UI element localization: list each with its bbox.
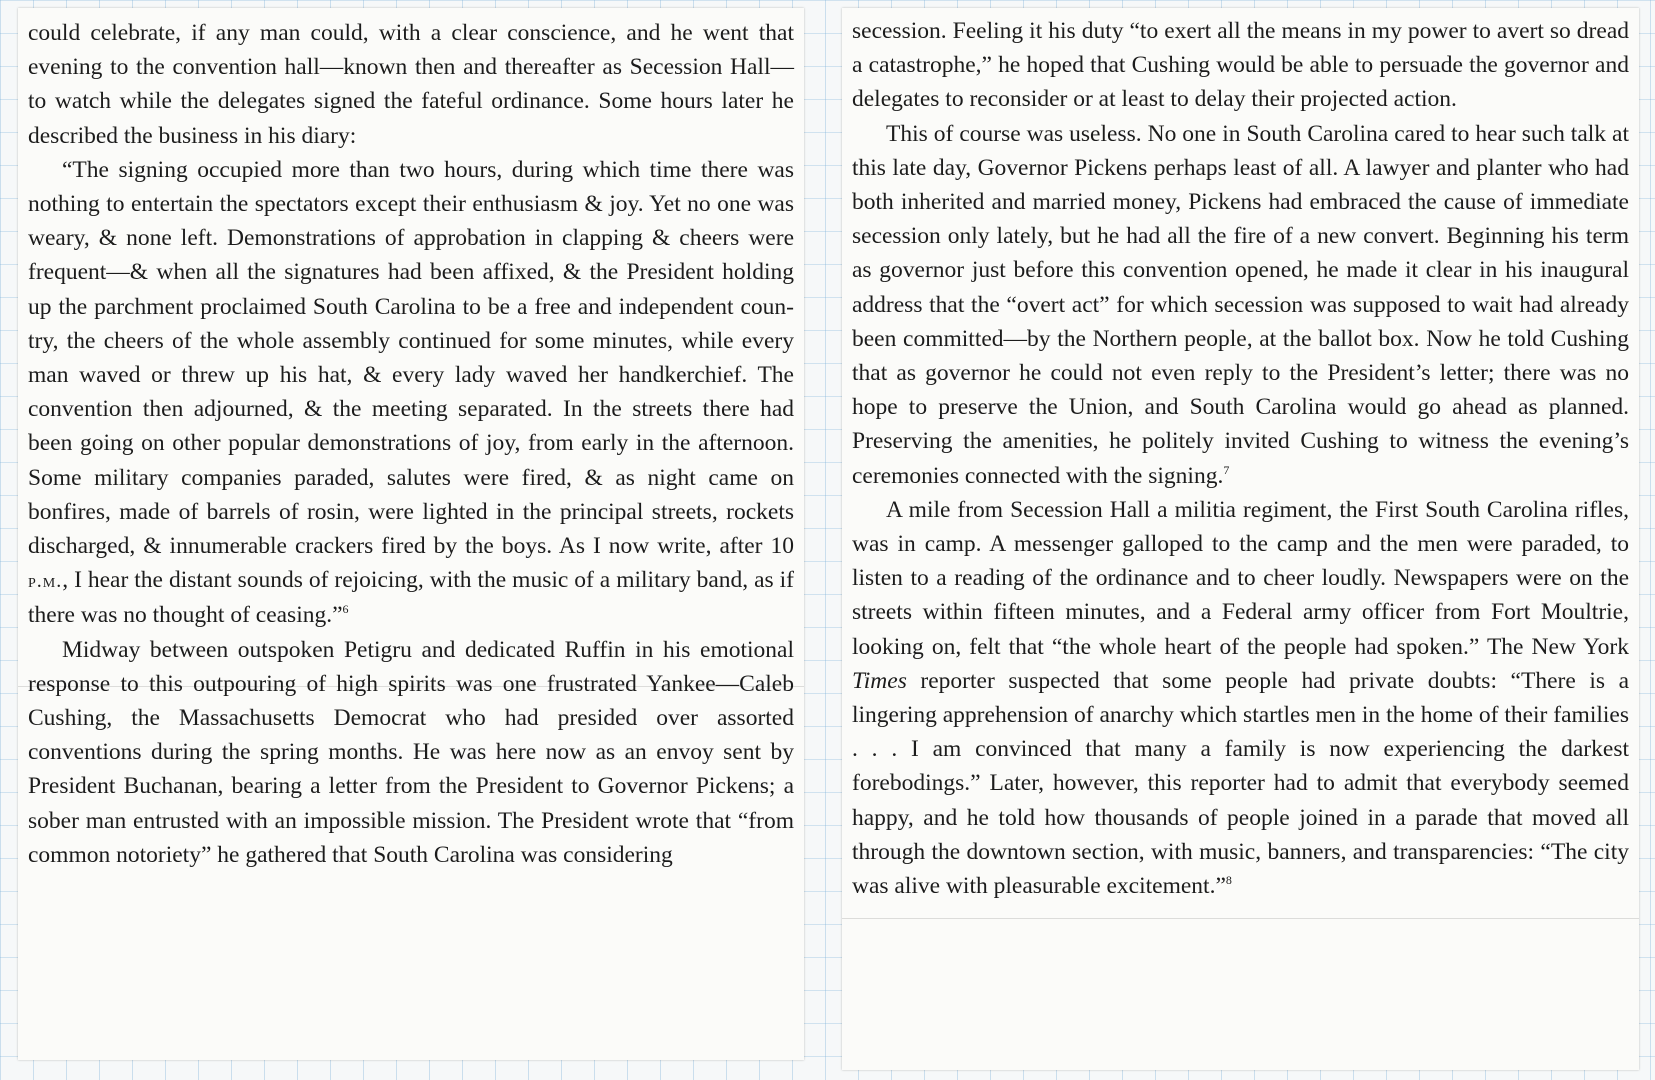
right-column [842,8,1639,1070]
right-paragraph-3 [852,493,1629,903]
diary-quote-part-1: “The signing occupied more than two hours, during which time there was nothing to entertain the spectators except their enthusiasm & joy. Yet no one was weary, & none left. Demonstrations of approbation in clapping & cheers were frequent—& when all the signatures had been affixed, & the President holding up the parchment proclaimed South Carolina to be a free and independent country, the cheers of the whole assembly continued for some minutes, while every man waved or threw up his hat, & every lady waved her handkerchief. The convention then adjourned, & the meeting separated. In the streets there had been going on other popular demonstrations of joy, from early in the afternoon. Some military companies paraded, salutes were fired, & as night came on bonfires, made of barrels of rosin, were lighted in the principal streets, rockets discharged, & innumerable crackers fired by the boys. As I now write, after 10 [28,156,794,560]
right-paragraph-3-part-2: reporter suspected that some people had private doubts: “There is a lingering apprehension of anarchy which startles men in the home of their families . . . I am convinced that many a family is now experiencing the darkest forebodings.” Later, however, this reporter had to admit that everybody seemed happy, and he told how thousands of people joined in a parade that moved all through the downtown section, with music, banners, and transparencies: “The city was alive with pleasurable excitement.” [852,667,1629,900]
right-paragraph-3-part-1: A mile from Secession Hall a militia regiment, the First South Carolina rifles, was in camp. A messenger galloped to the camp and the men were paraded, to listen to a reading of the ordinance and to cheer loudly. Newspapers were on the streets within fifteen minutes, and a Federal army officer from Fort Moultrie, looking on, felt that “the whole heart of the people had spoken.” The New York [852,496,1629,660]
right-paragraph-2 [852,117,1629,493]
diary-quote-part-2: , I hear the distant sounds of rejoicing, with the music of a military band, as if there was no thought of ceasing.” [28,567,794,629]
left-paragraph-2-diary-quote [28,153,794,633]
footnote-7: 7 [1223,462,1230,477]
diary-quote-time: p.m. [28,570,63,593]
paste-seam [18,686,804,687]
right-paragraph-2-text: This of course was useless. No one in South Carolina cared to hear such talk at this late day, Governor Pickens perhaps least of all. A lawyer and planter who had both inherited and married money, Pickens had embraced the cause of immediate secession only lately, but he had all the fire of a new convert. Beginning his term as governor just before this convention opened, he made it clear in his inaugural address that the “overt act” for which secession was supposed to wait had already been committed—by the Northern people, at the ballot box. Now he told Cushing that as governor he could not even reply to the President’s letter; there was no hope to preserve the Union, and South Carolina would go ahead as planned. Preserving the amenities, he politely invited Cushing to witness the evening’s ceremonies connected with the signing. [852,120,1629,489]
left-paragraph-1: could celebrate, if any man could, with a clear conscience, and he went that evening to the convention hall—known then and thereafter as Secession Hall—to watch while the delegates signed the fateful ordinance. Some hours later he described the business in his diary: [28,20,794,149]
right-paragraph-1: secession. Feeling it his duty “to exert all the means in my power to avert so dread a catastrophe,” he hoped that Cushing would be able to persuade the governor and delegates to reconsider or at least to delay their projected action. [852,18,1629,113]
newspaper-name: Times [852,667,907,694]
left-paragraph-3: Midway between outspoken Petigru and dedicated Ruffin in his emotional response to this outpouring of high spirits was one frustrated Yankee—Caleb Cushing, the Massachusetts Democrat who had presided over assorted conventions during the spring months. He was here now as an envoy sent by President Buchanan, bearing a letter from the President to Governor Pickens; a sober man entrusted with an impossible mission. The President wrote that “from common notoriety” he gathered that South Carolina was considering [28,636,794,868]
footnote-6: 6 [342,602,349,617]
paste-seam [842,918,1639,919]
footnote-8: 8 [1225,873,1232,888]
left-column [18,8,804,1060]
